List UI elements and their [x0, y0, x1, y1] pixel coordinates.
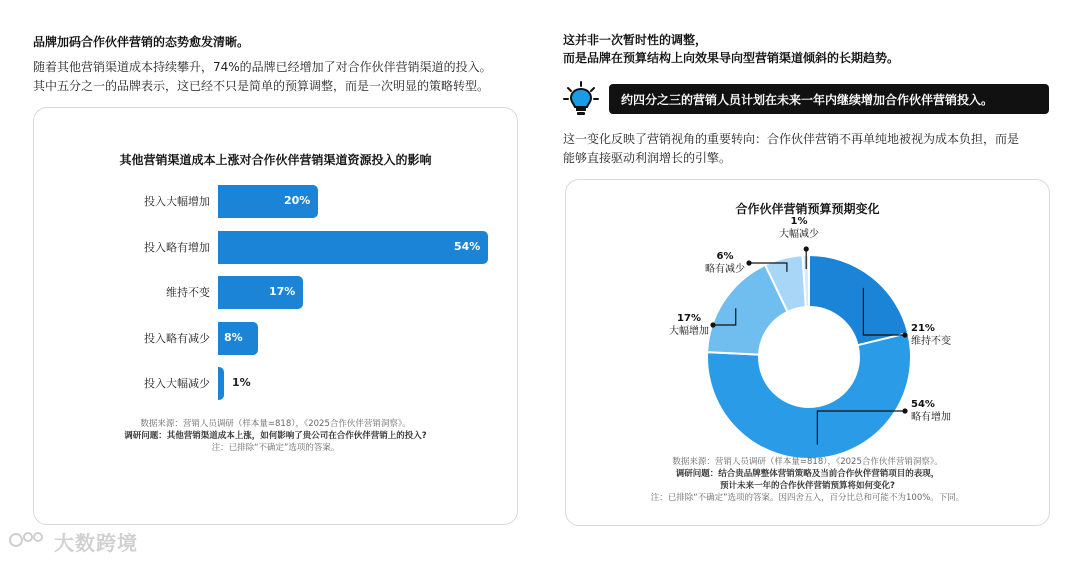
bar-chart-question	[34, 430, 517, 442]
right-paragraph	[563, 130, 1019, 168]
donut-slice-label	[669, 312, 709, 338]
donut-slice-category: 略有减少	[705, 264, 745, 275]
donut-slice-category: 略有增加	[911, 412, 951, 423]
bar	[218, 367, 224, 400]
donut-slice-label	[779, 215, 819, 241]
bar-chart-question-text: 其他营销渠道成本上涨，如何影响了贵公司在合作伙伴营销上的投入?	[166, 431, 427, 441]
donut-chart-notes	[566, 456, 1049, 504]
bar-row	[34, 185, 514, 218]
bar-row	[34, 276, 514, 309]
bar-row	[34, 367, 514, 400]
right-paragraph-line-2: 能够直接驱动利润增长的引擎。	[563, 151, 732, 165]
highlight-banner	[609, 84, 1049, 114]
bar-value-label: 20%	[284, 194, 311, 207]
donut-slice-label	[911, 398, 951, 424]
donut-slice-label	[705, 250, 745, 276]
watermark	[8, 527, 138, 556]
bar-chart	[34, 185, 514, 405]
donut-slice-label	[911, 322, 951, 348]
left-paragraph	[33, 58, 492, 96]
right-headline-line-2: 而是品牌在预算结构上向效果导向型营销渠道倾斜的长期趋势。	[563, 51, 900, 65]
left-paragraph-line-2: 其中五分之一的品牌表示，这已经不只是简单的预算调整，而是一次明显的策略转型。	[33, 79, 490, 93]
donut-chart-footnote: 注：已排除“不确定”选项的答案。因四舍五入，百分比总和可能不为100%。下同。	[650, 493, 965, 503]
donut-chart-question-label: 调研问题：	[675, 469, 719, 479]
donut-slice-value: 54%	[911, 399, 935, 410]
right-headline	[563, 31, 899, 67]
bar-value-label: 54%	[454, 239, 481, 253]
donut-slice-value: 17%	[677, 313, 701, 324]
right-paragraph-line-1: 这一变化反映了营销视角的重要转向：合作伙伴营销不再单纯地被视为成本负担，而是	[563, 132, 1020, 146]
bar-row	[34, 231, 514, 264]
donut-slice-category: 维持不变	[911, 336, 951, 347]
donut-slice-value: 1%	[790, 216, 808, 227]
bar-category-label: 投入略有增加	[144, 240, 210, 254]
donut-slice-value: 6%	[716, 251, 734, 262]
bar	[218, 231, 488, 264]
donut-slice-category: 大幅增加	[669, 326, 709, 337]
bar-row	[34, 322, 514, 355]
donut-slice-value: 21%	[911, 323, 935, 334]
left-paragraph-line-1: 随着其他营销渠道成本持续攀升，74%的品牌已经增加了对合作伙伴营销渠道的投入。	[33, 60, 492, 74]
donut-chart-question-text: 结合贵品牌整体营销策略及当前合作伙伴营销项目的表现，	[718, 469, 940, 479]
lightbulb-icon	[563, 80, 599, 118]
bar-chart-footnote: 注：已排除“不确定”选项的答案。	[211, 443, 340, 453]
bar-chart-question-label: 调研问题：	[124, 431, 167, 441]
donut-slice-category: 大幅减少	[779, 229, 819, 240]
bar-chart-notes	[34, 418, 517, 454]
left-headline: 品牌加码合作伙伴营销的态势愈发清晰。	[33, 35, 250, 49]
brand-logo-icon	[8, 530, 48, 555]
bar-category-label: 投入略有减少	[144, 331, 210, 345]
bar-chart-title: 其他营销渠道成本上涨对合作伙伴营销渠道资源投入的影响	[119, 153, 432, 167]
bar-chart-source: 数据来源：营销人员调研（样本量=818），《2025合作伙伴营销洞察》。	[140, 419, 411, 429]
donut-chart-title: 合作伙伴营销预算预期变化	[735, 202, 880, 216]
highlight-banner-text: 约四分之三的营销人员计划在未来一年内继续增加合作伙伴营销投入。	[621, 93, 994, 107]
bar-category-label: 投入大幅减少	[144, 377, 210, 390]
donut-chart-card	[565, 179, 1050, 526]
bar-chart-card	[33, 107, 518, 525]
bar-value-label: 17%	[269, 285, 296, 298]
bar-value-label: 8%	[224, 330, 243, 344]
bar-category-label: 维持不变	[166, 286, 210, 299]
right-headline-line-1: 这并非一次暂时性的调整，	[563, 33, 708, 47]
donut-chart-labels	[566, 216, 1051, 460]
donut-chart-question-line-2: 预计未来一年的合作伙伴营销预算将如何变化?	[720, 481, 895, 491]
bar-value-label: 1%	[232, 376, 251, 389]
watermark-text: 大数跨境	[54, 531, 138, 555]
donut-chart-question	[566, 468, 1049, 480]
donut-chart-source: 数据来源：营销人员调研（样本量=818），《2025合作伙伴营销洞察》。	[672, 457, 943, 467]
bar-category-label: 投入大幅增加	[144, 195, 210, 208]
